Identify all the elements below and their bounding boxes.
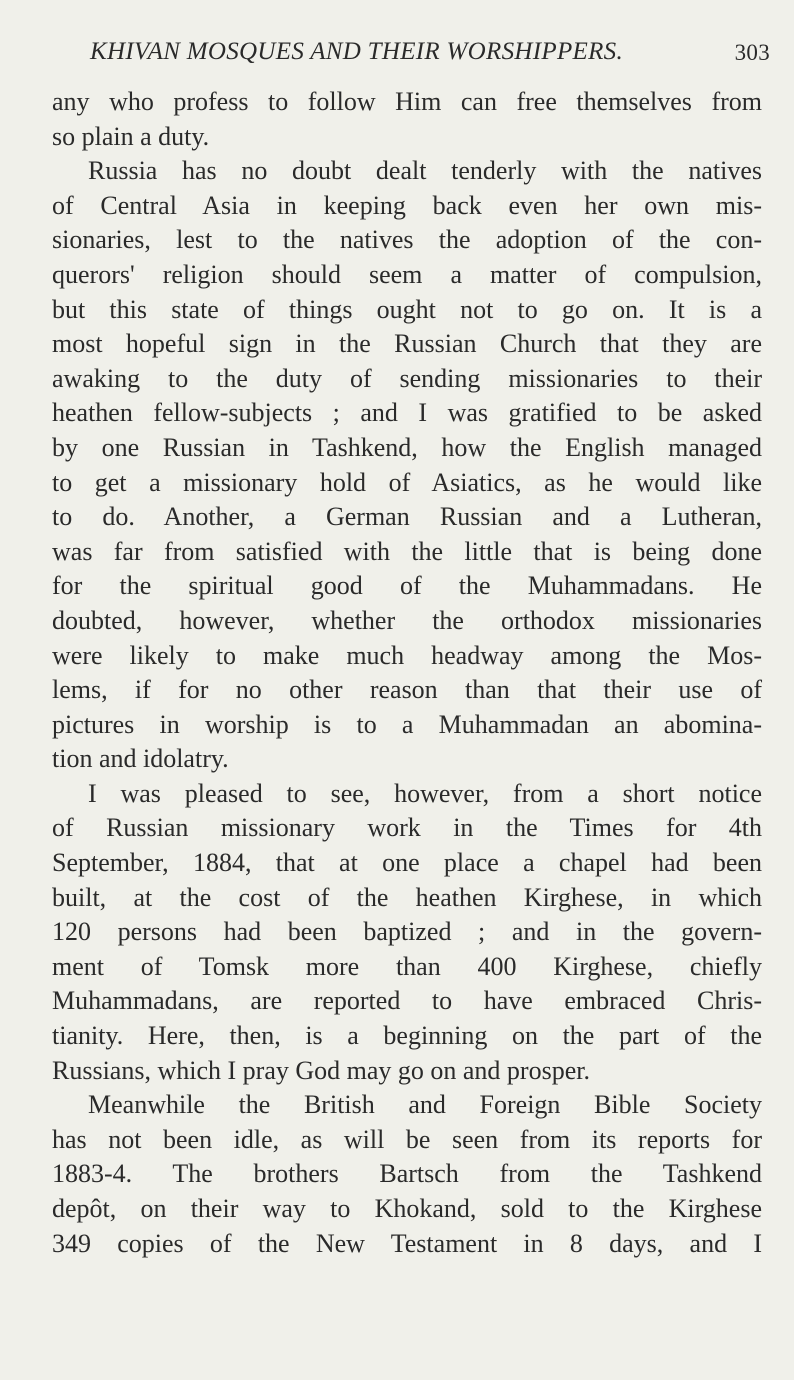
text-line: September, 1884, that at one place a chapel had been xyxy=(52,848,762,878)
text-line: depôt, on their way to Khokand, sold to the Kirghese xyxy=(52,1194,762,1223)
text-line: to do. Another, a German Russian and a Lutheran, xyxy=(52,502,762,532)
text-line: of Russian missionary work in the Times for 4th xyxy=(52,813,762,843)
text-line: were likely to make much headway among the Mos- xyxy=(52,640,762,670)
text-line: of Central Asia in keeping back even her own mis- xyxy=(52,190,762,220)
text-line: querors' religion should seem a matter of compulsion, xyxy=(52,259,762,289)
text-line: Russia has no doubt dealt tenderly with the natives xyxy=(88,156,762,186)
text-line: 120 persons had been baptized ; and in the govern- xyxy=(52,917,762,947)
text-line: Russians, which I pray God may go on and prosper. xyxy=(52,1055,590,1085)
text-line: any who profess to follow Him can free themselves from xyxy=(52,87,762,116)
text-line: heathen fellow-subjects ; and I was gratified to be asked xyxy=(52,398,762,428)
text-line: lems, if for no other reason than that their use of xyxy=(52,675,762,705)
text-line: Meanwhile the British and Foreign Bible Society xyxy=(88,1090,762,1120)
running-head-title: KHIVAN MOSQUES AND THEIR WORSHIPPERS. xyxy=(90,38,624,65)
body-text xyxy=(52,85,762,1261)
text-line: I was pleased to see, however, from a short notice xyxy=(88,778,762,808)
text-line: for the spiritual good of the Muhammadans. He xyxy=(52,571,762,601)
text-line: most hopeful sign in the Russian Church that they are xyxy=(52,329,762,359)
text-line: pictures in worship is to a Muhammadan an abomina- xyxy=(52,709,762,739)
text-line: but this state of things ought not to go on. It is a xyxy=(52,294,762,324)
text-line: 349 copies of the New Testament in 8 days, and I xyxy=(52,1228,762,1258)
text-line: tianity. Here, then, is a beginning on the part of the xyxy=(52,1021,762,1051)
text-line: was far from satisfied with the little that is being done xyxy=(52,536,762,566)
page-number: 303 xyxy=(734,40,770,65)
text-line: 1883-4. The brothers Bartsch from the Tashkend xyxy=(52,1159,762,1189)
text-line: to get a missionary hold of Asiatics, as he would like xyxy=(52,467,762,497)
text-line: doubted, however, whether the orthodox missionaries xyxy=(52,605,762,635)
text-line: sionaries, lest to the natives the adoption of the con- xyxy=(52,225,762,255)
text-line: ment of Tomsk more than 400 Kirghese, chiefly xyxy=(52,951,762,981)
text-line: awaking to the duty of sending missionaries to their xyxy=(52,363,762,393)
text-line: Muhammadans, are reported to have embraced Chris- xyxy=(52,986,762,1016)
text-line: built, at the cost of the heathen Kirghese, in which xyxy=(52,882,762,912)
text-line: so plain a duty. xyxy=(52,121,210,151)
running-head xyxy=(90,38,770,78)
text-line: has not been idle, as will be seen from its reports for xyxy=(52,1124,762,1154)
text-line: by one Russian in Tashkend, how the English managed xyxy=(52,432,762,462)
text-line: tion and idolatry. xyxy=(52,744,229,774)
